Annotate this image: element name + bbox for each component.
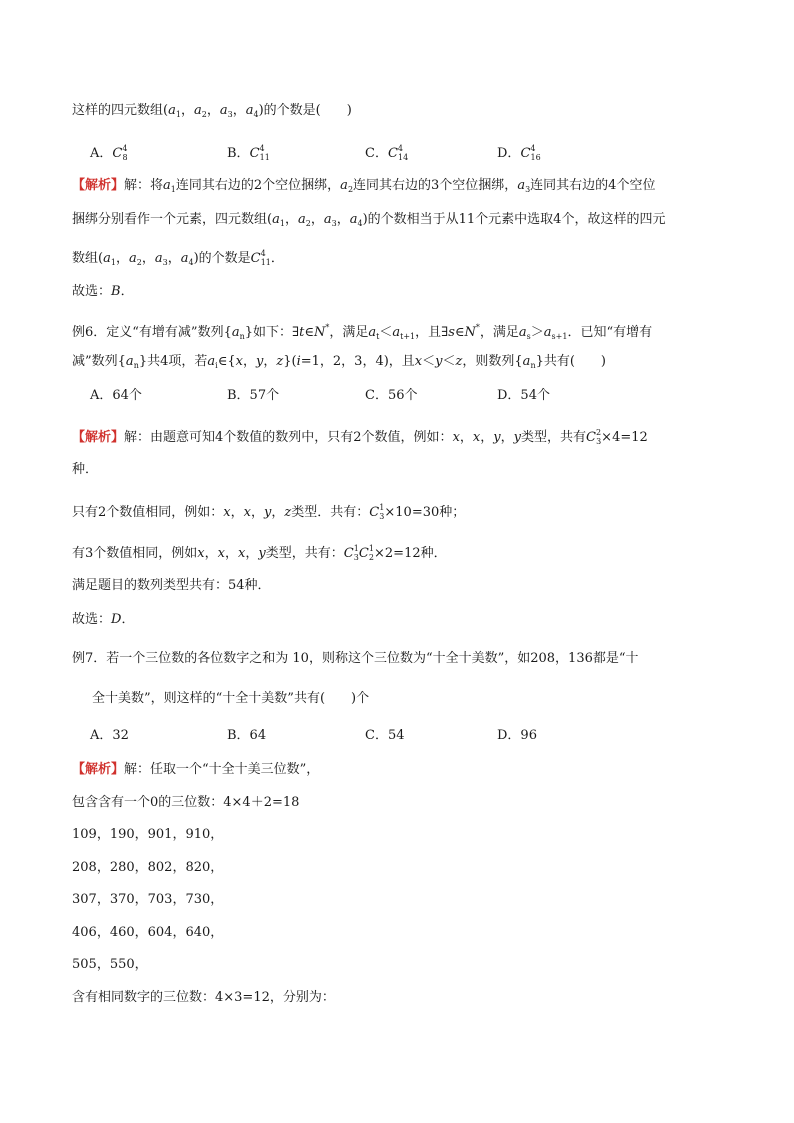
q6-option-b: B．57个 xyxy=(227,388,280,403)
jiexi-tag: 【解析】 xyxy=(72,178,125,193)
q7-stem-line-2: 全十美数”，则这样的“十全十美数”共有( )个 xyxy=(92,691,370,706)
q7-solution-line-6: 406，460，604，640， xyxy=(72,925,224,940)
q7-solution-line-1: 【解析】解：任取一个“十全十美三位数”， xyxy=(72,762,320,777)
q7-option-a: A．32 xyxy=(90,728,129,743)
q7-solution-line-4: 208，280，802，820， xyxy=(72,860,224,875)
q6-solution-line-2: 种． xyxy=(72,462,99,477)
q6-stem-line-1: 例6．定义“有增有减”数列$\{a_n\}$如下：∃t∈N*，满足$a_t<a_{t+1}$，且∃s∈N*，满足$a_s>a_{s+1}$．已知“有增有 xyxy=(72,323,653,341)
q6-solution-line-5: 满足题目的数列类型共有：54种． xyxy=(72,578,271,593)
q5-stem-tail: 这样的四元数组($a_1$，$a_2$，$a_3$，$a_4$)的个数是( ) xyxy=(72,103,352,119)
q7-option-d: D．96 xyxy=(497,728,537,743)
q6-answer: 故选：D． xyxy=(72,612,135,627)
q6-option-a: A．64个 xyxy=(90,388,142,403)
q6-solution-line-1: 【解析】解：由题意可知4个数值的数列中，只有2个数值，例如：x，x，y，y类型，共有$C^2_3\times 4=12$ xyxy=(72,428,648,446)
q6-stem-line-2: 减”数列$\{a_n\}$共4项，若$a_i\in\{x$，y，z}(i=1，2，3，4)，且x＜y＜z，则数列$\{a_n\}$共有( ) xyxy=(72,354,607,370)
q7-option-c: C．54 xyxy=(365,728,405,743)
q5-solution-line-1: 【解析】解：将$a_1$连同其右边的2个空位捆绑，$a_2$连同其右边的3个空位捆绑，$a_3$连同其右边的4个空位 xyxy=(72,178,656,194)
q7-solution-line-5: 307，370，703，730， xyxy=(72,892,224,907)
q5-option-d: D．$C^4_{16}$ xyxy=(497,144,541,162)
q7-solution-line-3: 109，190，901，910， xyxy=(72,827,224,842)
q5-option-c: C．$C^4_{14}$ xyxy=(365,144,409,162)
q6-option-d: D．54个 xyxy=(497,388,550,403)
q7-solution-line-8: 含有相同数字的三位数：4×3=12，分别为： xyxy=(72,990,335,1005)
q6-solution-line-4: 有3个数值相同，例如x，x，x，y类型，共有：$C^1_3C^1_2\times 2=12$种． xyxy=(72,544,447,562)
q6-solution-line-3: 只有2个数值相同，例如：x，x，y，z类型．共有：$C^1_3\times 10=30$种； xyxy=(72,503,466,521)
q5-solution-line-3: 数组($a_1$，$a_2$，$a_3$，$a_4$)的个数是$C^4_{11}$． xyxy=(72,249,284,267)
q7-option-b: B．64 xyxy=(227,728,267,743)
q7-solution-line-2: 包含含有一个0的三位数：4×4＋2=18 xyxy=(72,795,300,810)
q7-stem-line-1: 例7．若一个三位数的各位数字之和为 10，则称这个三位数为“十全十美数”，如208，136都是“十 xyxy=(72,651,639,666)
q5-option-a: A．$C^4_8$ xyxy=(90,144,128,162)
q5-answer: 故选：B． xyxy=(72,284,134,299)
q5-solution-line-2: 捆绑分别看作一个元素，四元数组($a_1$，$a_2$，$a_3$，$a_4$)的个数相当于从11个元素中选取4个，故这样的四元 xyxy=(72,212,666,228)
q6-option-c: C．56个 xyxy=(365,388,418,403)
q5-option-b: B．$C^4_{11}$ xyxy=(227,144,270,162)
q7-solution-line-7: 505，550， xyxy=(72,957,148,972)
